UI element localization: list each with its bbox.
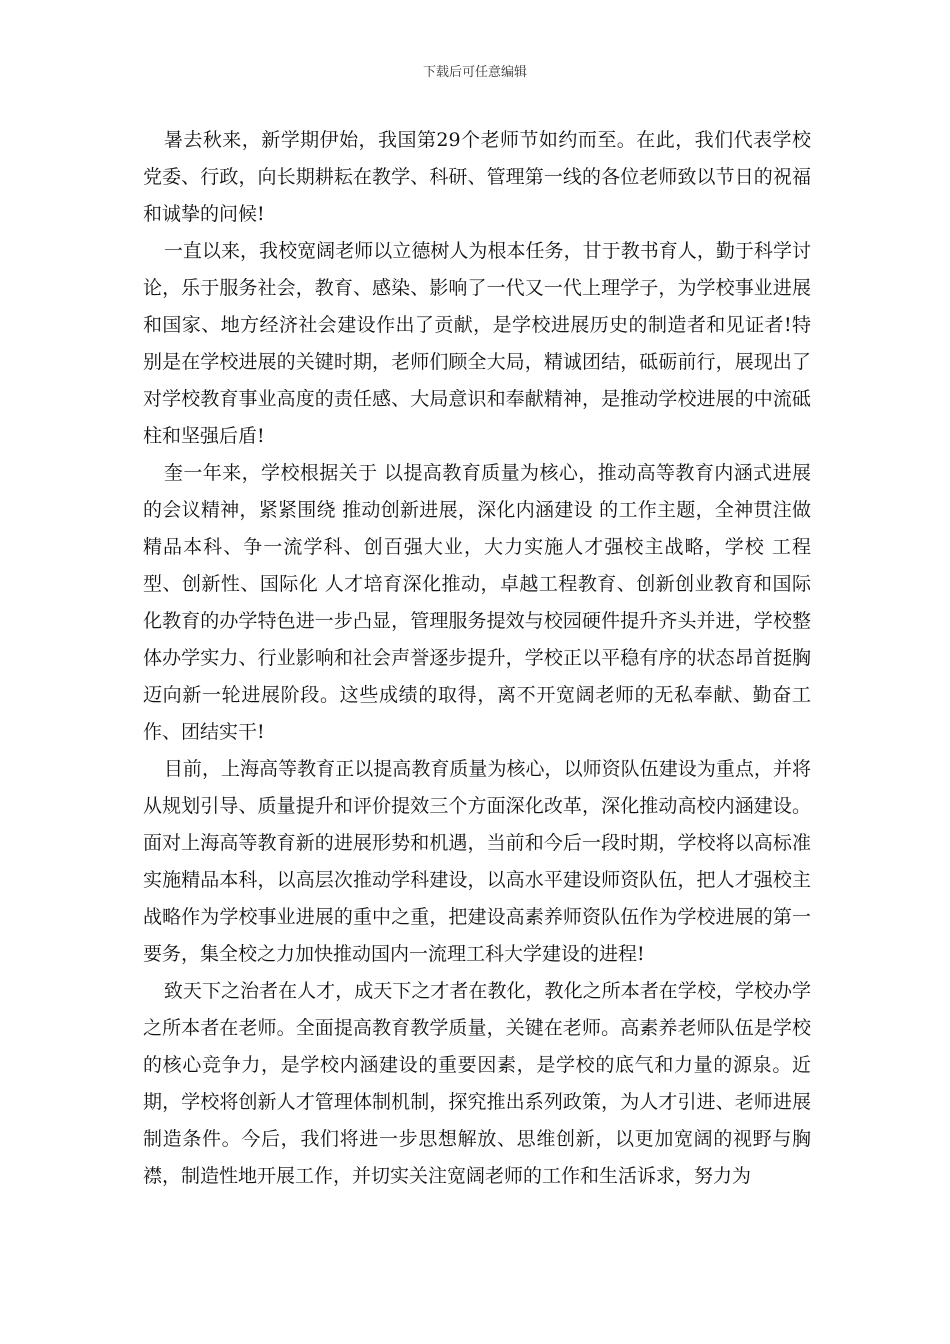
paragraph-3: 奎一年来，学校根据关于 以提高教育质量为核心，推动高等教育内涵式进展的会议精神，紧紧围绕 推动创新进展，深化内涵建设 的工作主题，全神贯注做精品本科、争一流学科、创百强大业，大力实施人才强校主战略，学校 工程型、创新性、国际化 人才培育深化推动，卓越工程教育、创新创业教育和国际化教育的办学特色进一步凸显，管理服务提效与校园硬件提升齐头并进，学校整体办学实力、行业影响和社会声誉逐步提升，学校正以平稳有序的状态昂首挺胸迈向新一轮进展阶段。这些成绩的取得，离不开宽阔老师的无私奉献、勤奋工作、团结实干! bbox=[143, 462, 811, 743]
paragraph-4: 目前，上海高等教育正以提高教育质量为核心，以师资队伍建设为重点，并将从规划引导、质量提升和评价提效三个方面深化改革，深化推动高校内涵建设。面对上海高等教育新的进展形势和机遇，当前和今后一段时期，学校将以高标准实施精品本科，以高层次推动学科建设，以高水平建设师资队伍，把人才强校主战略作为学校事业进展的重中之重，把建设高素养师资队伍作为学校进展的第一要务，集全校之力加快推动国内一流理工科大学建设的进程! bbox=[143, 758, 811, 965]
document-body bbox=[143, 122, 811, 1195]
paragraph-1: 暑去秋来，新学期伊始，我国第29个老师节如约而至。在此，我们代表学校党委、行政，向长期耕耘在教学、科研、管理第一线的各位老师致以节日的祝福和诚挚的问候! bbox=[143, 129, 811, 225]
page-header: 下载后可任意编辑 bbox=[422, 65, 527, 80]
paragraph-5: 致天下之治者在人才，成天下之才者在教化，教化之所本者在学校，学校办学之所本者在老师。全面提高教育教学质量，关键在老师。高素养老师队伍是学校的核心竞争力，是学校内涵建设的重要因素，是学校的底气和力量的源泉。近期，学校将创新人才管理体制机制，探究推出系列政策，为人才引进、老师进展制造条件。今后，我们将进一步思想解放、思维创新，以更加宽阔的视野与胸襟，制造性地开展工作，并切实关注宽阔老师的工作和生活诉求，努力为 bbox=[143, 980, 811, 1187]
paragraph-2: 一直以来，我校宽阔老师以立德树人为根本任务，甘于教书育人，勤于科学讨论，乐于服务社会，教育、感染、影响了一代又一代上理学子，为学校事业进展和国家、地方经济社会建设作出了贡献，是学校进展历史的制造者和见证者!特别是在学校进展的关键时期，老师们顾全大局，精诚团结，砥砺前行，展现出了对学校教育事业高度的责任感、大局意识和奉献精神，是推动学校进展的中流砥柱和坚强后盾! bbox=[143, 240, 811, 447]
